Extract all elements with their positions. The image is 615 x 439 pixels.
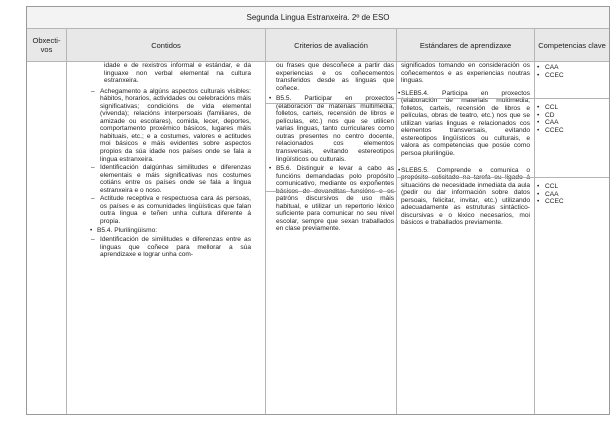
standard-sleb54: • SLEB5.4. Participa en proxectos (elaboración de materiais multimedia, folletos, carteis, recensión de libros e películas, obras de teatro, etc.) nos que se utilizan varias linguas e relacionados cos elementos transversais, evitando estereotipos lingüísticos ou culturais, e valora as competencias que posúe como persoa plurilingüe. (398, 89, 530, 158)
header-criterios: Criterios de avaliación (266, 29, 397, 62)
contidos-b54-text: B5.4. Plurilingüismo: (97, 227, 158, 235)
contidos-item: – Identificación de similitudes e diferenzas entre as linguas que coñece para mellorar a súa aprendizaxe e lograr unha com- (90, 236, 251, 259)
curriculum-table (26, 6, 610, 415)
contidos-b54: • B5.4. Plurilingüismo: (90, 227, 158, 235)
competencias-group-2 (537, 104, 564, 134)
standard-sleb54-text: SLEB5.4. Participa en proxectos (elaboración de materiais multimedia, folletos, carteis, recensión de libros e películas, obras de teatro, etc.) nos que se utilizan varias linguas e relacionados cos elementos transversais, evitando estereotipos lingüísticos ou culturais, e valora as competencias que posúe como persoa plurilingüe. (401, 89, 530, 158)
estandares-intro: significados tomando en consideración os coñecementos e as experiencias noutras linguas. (401, 62, 530, 85)
competency-badge: • CAA (537, 119, 564, 127)
table-title: Segunda Lingua Estranxeira. 2º de ESO (27, 7, 609, 29)
competency-badge: • CCL (537, 183, 564, 191)
standard-sleb55-text: SLEB5.5. Comprende e comunica o propósito solicitado na tarefa ou ligado á situacións de necesidade inmediata da aula (pedir ou dar información sobre datos persoais, felicitar, invitar, etc.) utilizando adecuadamente as estruturas sintáctico-discursivas e o léxico necesarios, moi básicos e traballados previamente. (401, 166, 530, 227)
criterio-b55-text: B5.5. Participar en proxectos (elaboración de materiais multimedia, folletos, carteis, recensión de libros e películas, etc.) nos que se utilicen varias linguas, tanto curriculares como outras presentes no centro docente, relacionados cos elementos transversais, evitando estereotipos lingüísticos ou culturais. (276, 95, 394, 163)
competency-badge: • CCEC (537, 198, 564, 206)
contidos-item: – Achegamento a algúns aspectos culturais visibles: hábitos, horarios, actividades ou celebracións máis significativas; condicións de vida elemental (vivenda); relacións interpersoais (familiares, de amizade ou escolares), comida, lecer, deportes, comportamento proxémico básicos, lugares máis habituais, etc.; e a costumes, valores e actitudes moi básicos e máis evidentes sobre aspectos propios da súa idade nos países onde se fala a lingua estranxeira. (90, 88, 251, 163)
contidos-item: – Identificación dalgúnhas similitudes e diferenzas elementais e máis significativas nos costumes cotiáns entre os países onde se fala a lingua estranxeira e o noso. (90, 164, 251, 194)
competencias-cell (535, 62, 609, 414)
criterios-cell (266, 62, 397, 414)
competency-badge: • CAA (537, 64, 564, 72)
competency-badge: • CD (537, 112, 564, 120)
header-estandares: Estándares de aprendizaxe (397, 29, 535, 62)
contidos-cell (67, 62, 266, 414)
criterio-b56-text: B5.6. Distinguir e levar a cabo as funcións demandadas polo propósito comunicativo, mediante os expoñentes básicos de devanditas funcións e os patróns discursivos de uso máis habitual, e utilizar un repertorio léxico suficiente para comunicar no seu nivel escolar, sempre que sexan traballados en clase previamente. (276, 165, 394, 233)
competencias-group-3 (537, 183, 564, 206)
row-separator (266, 191, 397, 192)
competency-badge: • CAA (537, 191, 564, 199)
obxectivos-cell (27, 62, 67, 414)
contidos-intro: idade e de rexistros informal e estándar, e da linguaxe non verbal elemental na cultura estranxeira. (104, 62, 251, 85)
header-obxectivos: Obxecti-vos (27, 29, 67, 62)
competency-badge: • CCEC (537, 72, 564, 80)
criterio-b56: • B5.6. Distinguir e levar a cabo as funcións demandadas polo propósito comunicativo, mediante os expoñentes básicos de devanditas funcións e os patróns discursivos de uso máis habitual, e utilizar un repertorio léxico suficiente para comunicar no seu nivel escolar, sempre que sexan traballados en clase previamente. (269, 165, 394, 233)
competencias-group-1 (537, 64, 564, 79)
row-separator (266, 103, 397, 104)
header-competencias: Competencias clave (535, 29, 609, 62)
criterios-intro: ou frases que descoñece a partir das experiencias e os coñecementos transferidos desde as linguas que coñece. (276, 62, 394, 92)
header-contidos: Contidos (67, 29, 266, 62)
standard-sleb55: • SLEB5.5. Comprende e comunica o propósito solicitado na tarefa ou ligado á situacións de necesidade inmediata da aula (pedir ou dar información sobre datos persoais, felicitar, invitar, etc.) utilizando adecuadamente as estruturas sintáctico-discursivas e o léxico necesarios, moi básicos e traballados previamente. (398, 166, 530, 227)
competency-badge: • CCEC (537, 127, 564, 135)
criterio-b55: • B5.5. Participar en proxectos (elaboración de materiais multimedia, folletos, carteis, recensión de libros e películas, etc.) nos que se utilicen varias linguas, tanto curriculares como outras presentes no centro docente, relacionados cos elementos transversais, evitando estereotipos lingüísticos ou culturais. (269, 95, 394, 163)
estandares-cell (397, 62, 535, 414)
contidos-item: – Actitude receptiva e respectuosa cara ás persoas, os países e as comunidades lingüísticas que falan outra lingua e teñen unha cultura diferente á propia. (90, 195, 251, 225)
competency-badge: • CCL (537, 104, 564, 112)
